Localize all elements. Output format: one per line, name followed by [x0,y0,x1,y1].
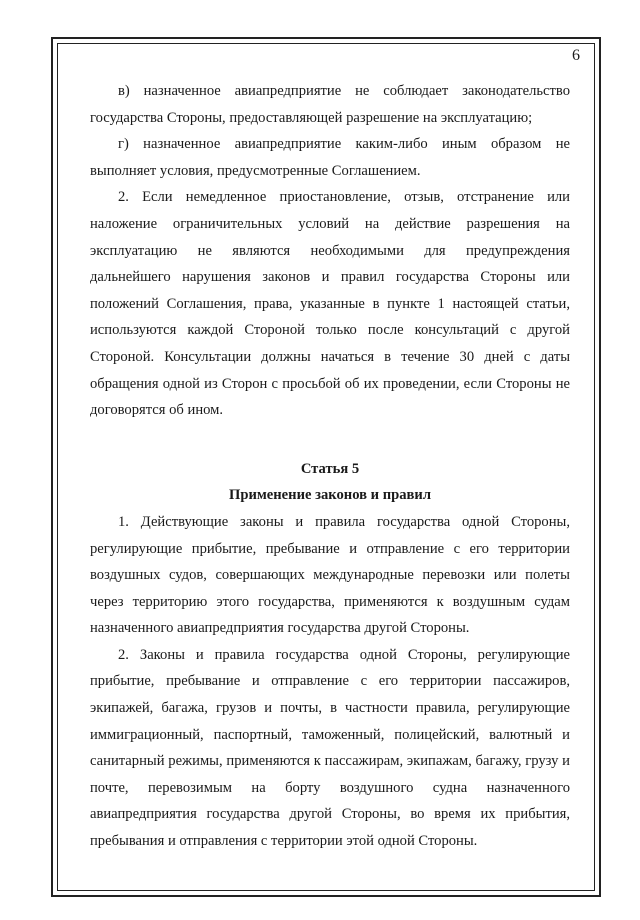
paragraph-item-2: 2. Если немедленное приостановление, отзыв, отстранение или наложение ограничительных условий на действие разрешения на эксплуатацию не являются необходимыми для предупреждения дальнейшего нарушения законов и правил государства Стороны или положений Соглашения, права, указанные в пункте 1 настоящей статьи, используются каждой Стороной только после консультаций с другой Стороной. Консультации должны начаться в течение 30 дней с даты обращения одной из Сторон с просьбой об их проведении, если Стороны не договорятся об ином. [90,189,570,419]
article-number: Статья 5 [300,460,360,477]
page-number: 6 [572,47,580,64]
paragraph-clause-g: г) назначенное авиапредприятие каким-либо иным образом не выполняет условия, предусмотренные Соглашением. [90,136,570,179]
paragraph-article5-item-2: 2. Законы и правила государства одной Стороны, регулирующие прибытие, пребывание и отправление с его территории пассажиров, экипажей, багажа, грузов и почты, в частности правила, регулирующие иммиграционный, паспортный, таможенный, полицейский, валютный и санитарный режимы, применяются к пассажирам, экипажам, багажу, грузу и почте, перевозимым на борту воздушного судна назначенного авиапредприятия государства другой Стороны, во время их прибытия, пребывания и отправления с территории этой одной Стороны. [90,646,570,850]
paragraph-clause-v: в) назначенное авиапредприятие не соблюдает законодательство государства Стороны, предоставляющей разрешение на эксплуатацию; [90,83,570,126]
document-body [90,78,570,855]
article-title: Применение законов и правил [228,487,432,504]
paragraph-article5-item-1: 1. Действующие законы и правила государства одной Стороны, регулирующие прибытие, пребывание и отправление с его территории воздушных судов, совершающих международные перевозки или полеты через территорию этого государства, применяются к воздушным судам назначенного авиапредприятия государства другой Стороны. [90,513,570,637]
section-spacer [90,424,570,456]
